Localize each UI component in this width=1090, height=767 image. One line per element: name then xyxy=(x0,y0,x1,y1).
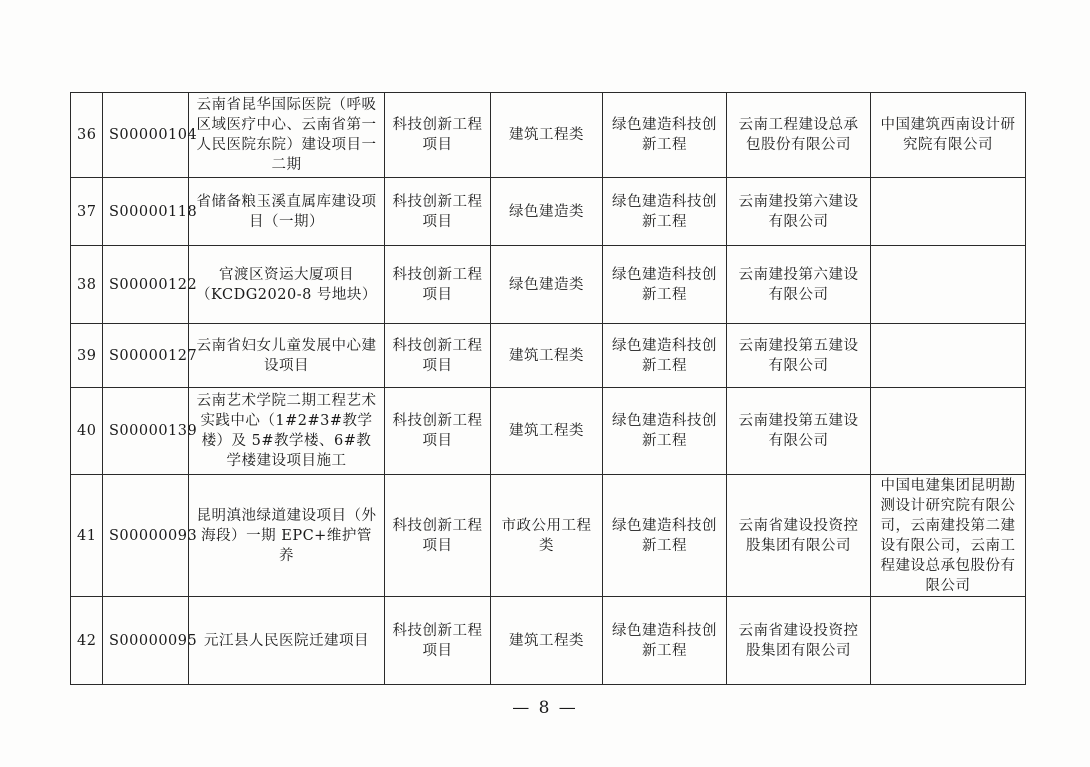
builder-company: 云南建投第六建设有限公司 xyxy=(727,178,871,246)
table-row xyxy=(71,93,1026,178)
project-code: S00000095 xyxy=(103,597,189,685)
project-name: 云南省昆华国际医院（呼吸区域医疗中心、云南省第一人民医院东院）建设项目一二期 xyxy=(189,93,385,178)
project-name: 云南省妇女儿童发展中心建设项目 xyxy=(189,324,385,388)
row-number: 38 xyxy=(71,246,103,324)
project-type: 建筑工程类 xyxy=(491,388,603,475)
builder-company: 云南建投第五建设有限公司 xyxy=(727,388,871,475)
project-type: 市政公用工程类 xyxy=(491,475,603,597)
project-category: 科技创新工程项目 xyxy=(385,475,491,597)
project-code: S00000093 xyxy=(103,475,189,597)
project-name: 云南艺术学院二期工程艺术实践中心（1#2#3#教学楼）及 5#教学楼、6#教学楼建设项目施工 xyxy=(189,388,385,475)
project-code: S00000122 xyxy=(103,246,189,324)
tech-category: 绿色建造科技创新工程 xyxy=(603,597,727,685)
tech-category: 绿色建造科技创新工程 xyxy=(603,246,727,324)
project-type: 建筑工程类 xyxy=(491,93,603,178)
tech-category: 绿色建造科技创新工程 xyxy=(603,178,727,246)
project-name: 元江县人民医院迁建项目 xyxy=(189,597,385,685)
tech-category: 绿色建造科技创新工程 xyxy=(603,93,727,178)
partner-company xyxy=(871,388,1026,475)
project-type: 建筑工程类 xyxy=(491,324,603,388)
project-category: 科技创新工程项目 xyxy=(385,597,491,685)
project-code: S00000118 xyxy=(103,178,189,246)
builder-company: 云南省建设投资控股集团有限公司 xyxy=(727,597,871,685)
row-number: 42 xyxy=(71,597,103,685)
project-category: 科技创新工程项目 xyxy=(385,246,491,324)
tech-category: 绿色建造科技创新工程 xyxy=(603,475,727,597)
project-type: 建筑工程类 xyxy=(491,597,603,685)
table-row xyxy=(71,597,1026,685)
project-name: 官渡区资运大厦项目（KCDG2020-8 号地块） xyxy=(189,246,385,324)
row-number: 41 xyxy=(71,475,103,597)
partner-company: 中国电建集团昆明勘测设计研究院有限公司，云南建投第二建设有限公司，云南工程建设总承包股份有限公司 xyxy=(871,475,1026,597)
row-number: 39 xyxy=(71,324,103,388)
project-name: 省储备粮玉溪直属库建设项目（一期） xyxy=(189,178,385,246)
row-number: 40 xyxy=(71,388,103,475)
partner-company xyxy=(871,178,1026,246)
partner-company xyxy=(871,597,1026,685)
partner-company xyxy=(871,246,1026,324)
project-table xyxy=(70,92,1026,685)
table-row xyxy=(71,388,1026,475)
builder-company: 云南建投第五建设有限公司 xyxy=(727,324,871,388)
row-number: 37 xyxy=(71,178,103,246)
table-row xyxy=(71,246,1026,324)
project-type: 绿色建造类 xyxy=(491,246,603,324)
tech-category: 绿色建造科技创新工程 xyxy=(603,388,727,475)
table-row xyxy=(71,475,1026,597)
project-type: 绿色建造类 xyxy=(491,178,603,246)
project-category: 科技创新工程项目 xyxy=(385,93,491,178)
table-row xyxy=(71,324,1026,388)
table-row xyxy=(71,178,1026,246)
builder-company: 云南工程建设总承包股份有限公司 xyxy=(727,93,871,178)
builder-company: 云南建投第六建设有限公司 xyxy=(727,246,871,324)
partner-company xyxy=(871,324,1026,388)
project-category: 科技创新工程项目 xyxy=(385,388,491,475)
project-category: 科技创新工程项目 xyxy=(385,324,491,388)
project-code: S00000127 xyxy=(103,324,189,388)
page-number: — 8 — xyxy=(512,698,578,718)
project-name: 昆明滇池绿道建设项目（外海段）一期 EPC+维护管养 xyxy=(189,475,385,597)
row-number: 36 xyxy=(71,93,103,178)
tech-category: 绿色建造科技创新工程 xyxy=(603,324,727,388)
partner-company: 中国建筑西南设计研究院有限公司 xyxy=(871,93,1026,178)
project-code: S00000139 xyxy=(103,388,189,475)
project-code: S00000104 xyxy=(103,93,189,178)
project-category: 科技创新工程项目 xyxy=(385,178,491,246)
builder-company: 云南省建设投资控股集团有限公司 xyxy=(727,475,871,597)
